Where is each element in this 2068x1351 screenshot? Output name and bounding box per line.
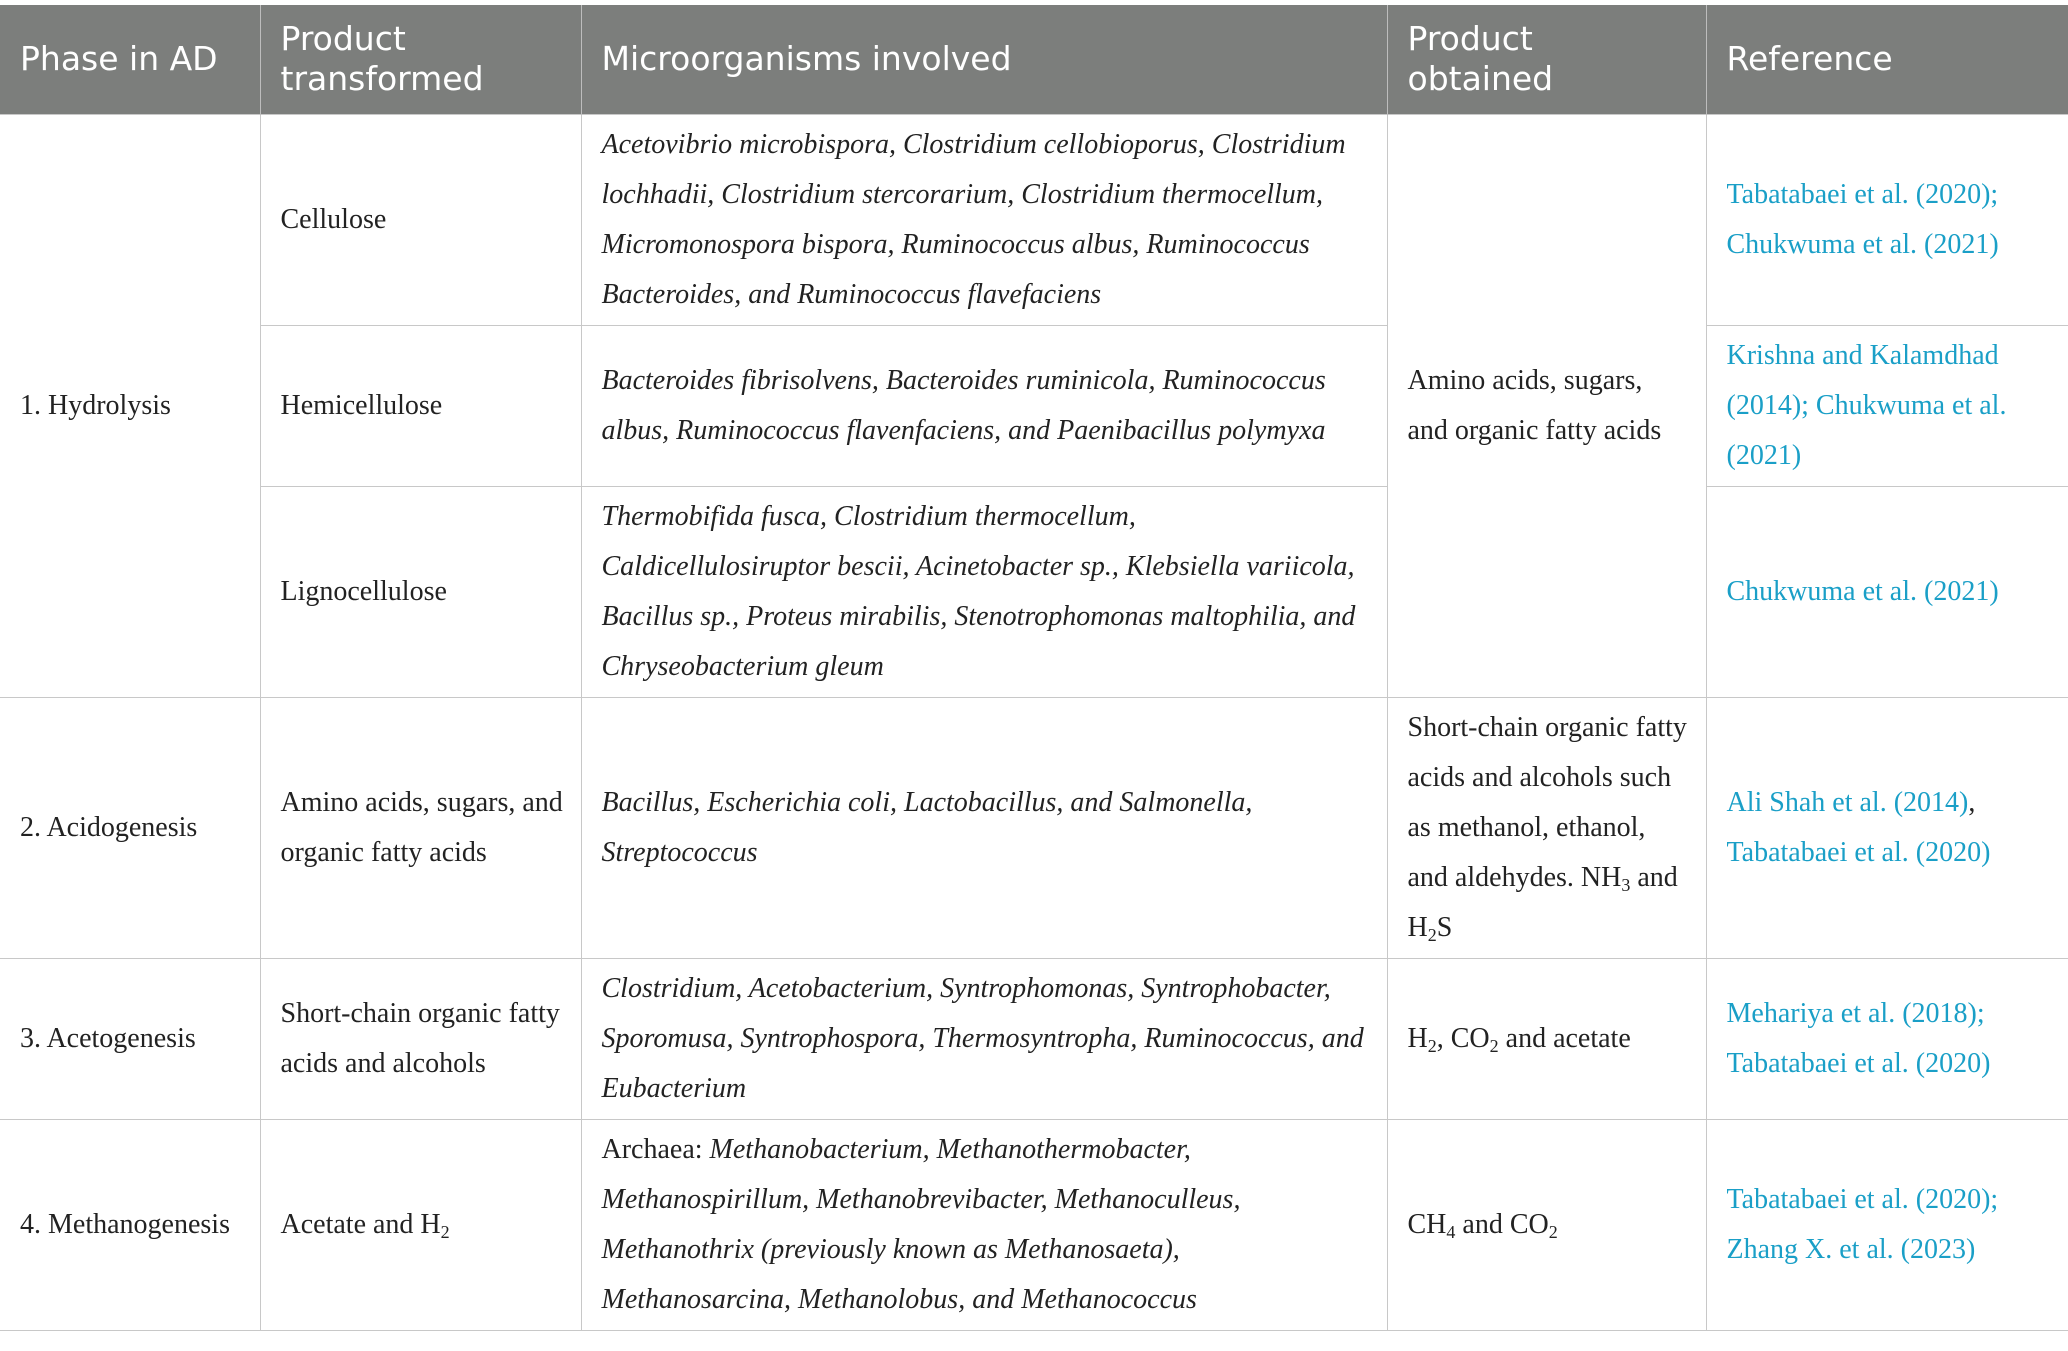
obtained-text: and acetate bbox=[1498, 1022, 1631, 1054]
subscript: 4 bbox=[1446, 1221, 1456, 1242]
obtained-text: S bbox=[1436, 911, 1453, 943]
microorganisms-prefix: Archaea: bbox=[601, 1133, 710, 1165]
microorganisms-cell bbox=[581, 1119, 1387, 1330]
reference-link[interactable]: Chukwuma et al. (2021) bbox=[1726, 575, 1999, 607]
microorganisms-cell: Acetovibrio microbispora, Clostridium cellobioporus, Clostridium lochhadii, Clostridium stercorarium, Clostridium thermocellum, Micromonospora bispora, Ruminococcus albus, Ruminococcus Bacteroides, and Ruminococcus flavefaciens bbox=[581, 114, 1387, 325]
header-product-obtained: Product obtained bbox=[1387, 5, 1706, 114]
microorganisms-cell: Thermobifida fusca, Clostridium thermocellum, Caldicellulosiruptor bescii, Acinetobacter sp., Klebsiella variicola, Bacillus sp., Proteus mirabilis, Stenotrophomonas maltophilia, and Chryseobacterium gleum bbox=[581, 486, 1387, 697]
microorganisms-cell: Bacteroides fibrisolvens, Bacteroides ruminicola, Ruminococcus albus, Ruminococcus flavenfaciens, and Paenibacillus polymyxa bbox=[581, 325, 1387, 486]
product-transformed-cell bbox=[260, 1119, 581, 1330]
header-microorganisms: Microorganisms involved bbox=[581, 5, 1387, 114]
reference-link[interactable]: Mehariya et al. (2018); Tabatabaei et al. (2020) bbox=[1726, 997, 1991, 1079]
table-row bbox=[0, 486, 2068, 697]
product-transformed-cell: Short-chain organic fatty acids and alcohols bbox=[260, 958, 581, 1119]
subscript: 3 bbox=[1621, 874, 1631, 895]
table-row bbox=[0, 325, 2068, 486]
reference-link[interactable]: Ali Shah et al. (2014) bbox=[1726, 786, 1969, 818]
microorganisms-text: Methanobacterium, Methanothermobacter, Methanospirillum, Methanobrevibacter, Methanoculleus, Methanothrix (previously known as Methanosaeta), Methanosarcina, Methanolobus, and Methanococcus bbox=[601, 1133, 1241, 1315]
subscript: 2 bbox=[1489, 1035, 1499, 1056]
product-transformed-cell: Lignocellulose bbox=[260, 486, 581, 697]
product-obtained-cell: Amino acids, sugars, and organic fatty acids bbox=[1387, 114, 1706, 697]
reference-link[interactable]: Krishna and Kalamdhad (2014); Chukwuma et al. (2021) bbox=[1726, 339, 2007, 471]
reference-cell bbox=[1706, 486, 2068, 697]
obtained-text: and CO bbox=[1455, 1208, 1549, 1240]
phase-cell: 4. Methanogenesis bbox=[0, 1119, 260, 1330]
ad-phases-table bbox=[0, 5, 2068, 1331]
product-obtained-cell bbox=[1387, 958, 1706, 1119]
header-phase: Phase in AD bbox=[0, 5, 260, 114]
product-obtained-cell bbox=[1387, 1119, 1706, 1330]
transformed-text: Acetate and H bbox=[280, 1208, 441, 1240]
subscript: 2 bbox=[1548, 1221, 1558, 1242]
phase-cell: 3. Acetogenesis bbox=[0, 958, 260, 1119]
reference-cell bbox=[1706, 114, 2068, 325]
microorganisms-cell: Clostridium, Acetobacterium, Syntrophomonas, Syntrophobacter, Sporomusa, Syntrophospora, Thermosyntropha, Ruminococcus, and Eubacterium bbox=[581, 958, 1387, 1119]
subscript: 2 bbox=[1427, 1035, 1437, 1056]
obtained-text: and H bbox=[1407, 861, 1678, 943]
reference-cell bbox=[1706, 1119, 2068, 1330]
reference-cell bbox=[1706, 325, 2068, 486]
microorganisms-cell: Bacillus, Escherichia coli, Lactobacillus, and Salmonella, Streptococcus bbox=[581, 697, 1387, 958]
header-row bbox=[0, 5, 2068, 114]
reference-separator: , bbox=[1968, 786, 1976, 818]
table-row bbox=[0, 697, 2068, 958]
obtained-text: CH bbox=[1407, 1208, 1447, 1240]
reference-cell bbox=[1706, 958, 2068, 1119]
reference-link[interactable]: Tabatabaei et al. (2020); Zhang X. et al. (2023) bbox=[1726, 1183, 1999, 1265]
obtained-text: , CO bbox=[1436, 1022, 1490, 1054]
subscript: 2 bbox=[440, 1221, 450, 1242]
product-transformed-cell: Hemicellulose bbox=[260, 325, 581, 486]
reference-cell bbox=[1706, 697, 2068, 958]
subscript: 2 bbox=[1427, 924, 1437, 945]
table-row bbox=[0, 958, 2068, 1119]
phase-cell: 2. Acidogenesis bbox=[0, 697, 260, 958]
table-row bbox=[0, 1119, 2068, 1330]
phase-cell: 1. Hydrolysis bbox=[0, 114, 260, 697]
header-reference: Reference bbox=[1706, 5, 2068, 114]
product-transformed-cell: Amino acids, sugars, and organic fatty acids bbox=[260, 697, 581, 958]
obtained-text: H bbox=[1407, 1022, 1428, 1054]
reference-link[interactable]: Tabatabaei et al. (2020); Chukwuma et al. (2021) bbox=[1726, 178, 1999, 260]
product-transformed-cell: Cellulose bbox=[260, 114, 581, 325]
product-obtained-cell bbox=[1387, 697, 1706, 958]
header-product-transformed: Product transformed bbox=[260, 5, 581, 114]
reference-link[interactable]: Tabatabaei et al. (2020) bbox=[1726, 836, 1991, 868]
obtained-text: Short-chain organic fatty acids and alcohols such as methanol, ethanol, and aldehydes. NH bbox=[1407, 711, 1687, 893]
table-row bbox=[0, 114, 2068, 325]
